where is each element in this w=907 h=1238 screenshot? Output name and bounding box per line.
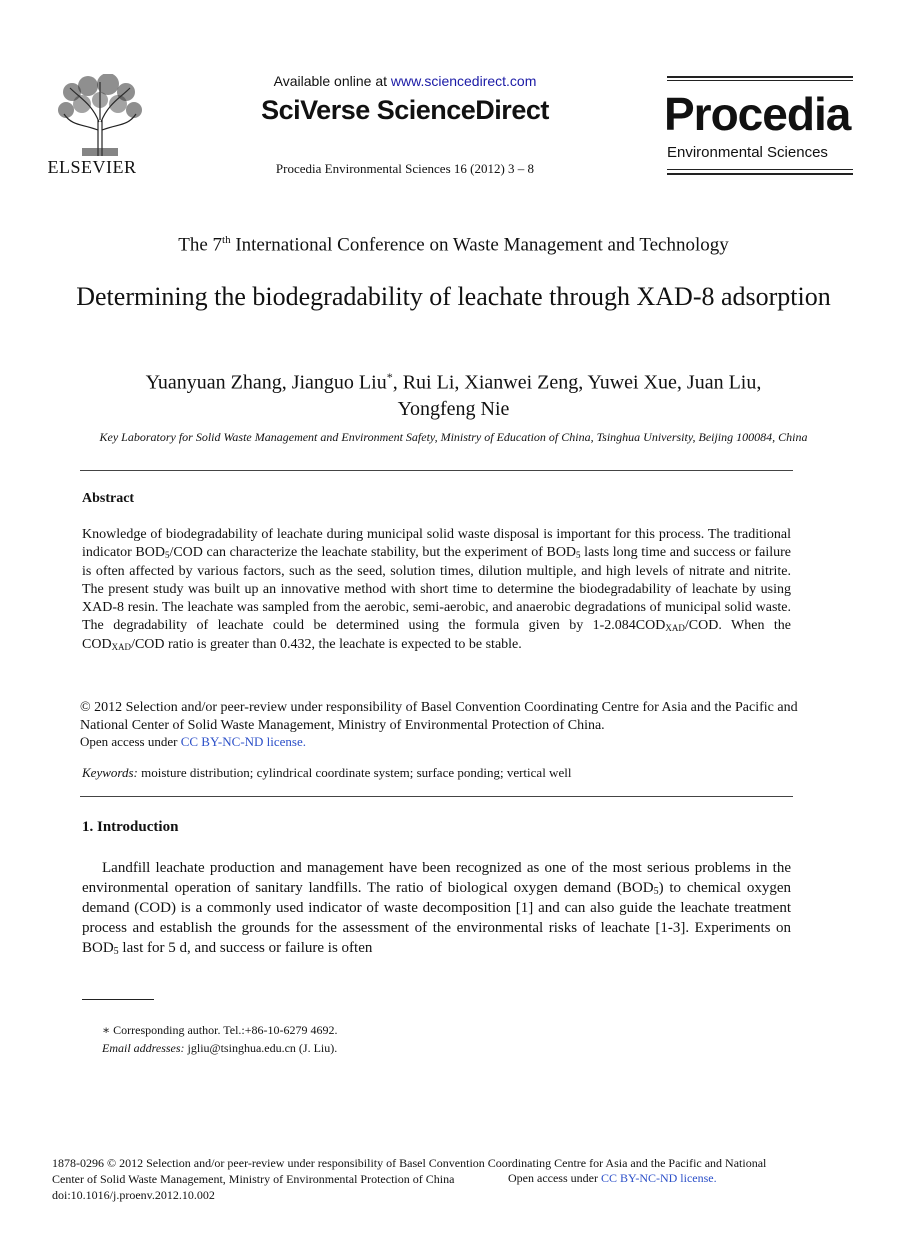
- paper-title: Determining the biodegradability of leachate through XAD-8 adsorption: [76, 282, 831, 311]
- abstract-heading: Abstract: [82, 491, 135, 506]
- conference-name: [50, 234, 857, 256]
- footer-line1: 1878-0296 © 2012 Selection and/or peer-review under responsibility of Basel Convention Coordinating Centre for Asia and the Pacific and National: [52, 1156, 767, 1170]
- intro-sub: 5: [653, 886, 659, 897]
- authors-line1-b: , Rui Li, Xianwei Zeng, Yuwei Xue, Juan Liu,: [392, 371, 762, 394]
- divider-bottom: [80, 796, 793, 797]
- abstract-part: Knowledge of biodegradability of leachate during municipal solid waste disposal is important for this process. The traditional indicator BOD: [82, 527, 791, 561]
- abstract-part: /COD ratio is greater than 0.432, the leachate is expected to be stable.: [131, 636, 522, 652]
- footer-license-link[interactable]: CC BY-NC-ND license.: [600, 1171, 717, 1185]
- corresponding-author-note: ∗ Corresponding author. Tel.:+86-10-6279 4692.: [102, 1023, 338, 1037]
- conference-sup: th: [222, 234, 231, 246]
- intro-part: Landfill leachate production and management have been recognized as one of the most serious problems in the environmental operation of sanitary landfills. The ratio of biological oxygen demand (BOD: [82, 860, 791, 896]
- authors-line1-a: Yuanyuan Zhang, Jianguo Liu: [145, 371, 387, 394]
- author-list: [70, 364, 837, 422]
- intro-part: ) to chemical oxygen demand (COD) is a commonly used indicator of waste decomposition [1] and can also guide the leachate treatment process and establish the grounds for the assessment of the environmental risks of leachate [1-3]. Experiments on BOD: [82, 880, 791, 956]
- procedia-rule-top-thin: [667, 80, 853, 81]
- introduction-text: [82, 858, 791, 958]
- keywords-label: Keywords:: [82, 765, 138, 780]
- abstract-text: [82, 526, 791, 654]
- divider-top: [80, 470, 793, 471]
- procedia-rule-bottom-thin: [667, 169, 853, 170]
- affiliation: Key Laboratory for Solid Waste Management and Environment Safety, Ministry of Education of China, Tsinghua University, Beijing 100084, China: [99, 430, 808, 444]
- sciencedirect-link[interactable]: www.sciencedirect.com: [390, 73, 537, 89]
- journal-reference: Procedia Environmental Sciences 16 (2012) 3 – 8: [275, 161, 535, 176]
- open-access-line: [80, 734, 306, 750]
- abstract-part: /COD. When the COD: [82, 618, 791, 652]
- open-access-prefix: Open access under: [80, 734, 181, 749]
- procedia-rule-bottom: [667, 173, 853, 175]
- corresponding-mark: *: [386, 370, 393, 384]
- conference-text-b: International Conference on Waste Management and Technology: [230, 234, 729, 256]
- intro-part: last for 5 d, and success or failure is often: [118, 940, 373, 956]
- journal-logo-title: Procedia: [664, 88, 851, 140]
- footnote-rule: [82, 999, 154, 1000]
- authors-line2: Yongfeng Nie: [397, 397, 510, 420]
- email-text: jgliu@tsinghua.edu.cn (J. Liu).: [184, 1041, 338, 1055]
- procedia-rule-top: [667, 76, 853, 78]
- abstract-part: /COD can characterize the leachate stability, but the experiment of BOD: [169, 545, 577, 561]
- intro-sub: 5: [113, 946, 119, 957]
- abstract-sub: XAD: [665, 623, 685, 634]
- email-label: Email addresses:: [102, 1041, 185, 1055]
- footer-doi: doi:10.1016/j.proenv.2012.10.002: [52, 1188, 215, 1202]
- license-link[interactable]: CC BY-NC-ND license.: [180, 734, 307, 749]
- footer-oa-prefix: Open access under: [508, 1171, 601, 1185]
- keywords-text: moisture distribution; cylindrical coordinate system; surface ponding; vertical well: [137, 765, 572, 780]
- email-note: [102, 1041, 337, 1056]
- abstract-sub: 5: [576, 550, 581, 561]
- copyright-notice: © 2012 Selection and/or peer-review under responsibility of Basel Convention Coordinating Centre for Asia and the Pacific and National Center of Solid Waste Management, Ministry of Environmental Protection of China.: [80, 700, 798, 733]
- journal-logo-subtitle: Environmental Sciences: [667, 144, 828, 161]
- section-heading-introduction: 1. Introduction: [82, 819, 179, 835]
- abstract-sub: 5: [164, 550, 170, 561]
- available-online: [240, 73, 570, 89]
- footer-line2: Center of Solid Waste Management, Ministry of Environmental Protection of China: [52, 1172, 455, 1186]
- abstract-sub: XAD: [111, 641, 132, 652]
- page-footer: [52, 1155, 862, 1203]
- keywords: [82, 765, 791, 781]
- available-prefix: Available online at: [273, 73, 391, 89]
- footer-open-access: [508, 1171, 717, 1186]
- publisher-logo-text: ELSEVIER: [47, 157, 137, 177]
- conference-text-a: The 7: [178, 234, 223, 256]
- abstract-part: lasts long time and success or failure is often affected by various factors, such as the seed, solution times, dilution multiple, and high levels of nitrate and nitrite. The present study was built up an innovative method with short time to determine the biodegradability of leachate by using XAD-8 resin. The leachate was sampled from the aerobic, semi-aerobic, and anaerobic degradations of municipal solid waste. The degradability of leachate could be determined using the formula given by 1-2.084COD: [82, 545, 791, 634]
- platform-logo: SciVerse ScienceDirect: [261, 95, 549, 125]
